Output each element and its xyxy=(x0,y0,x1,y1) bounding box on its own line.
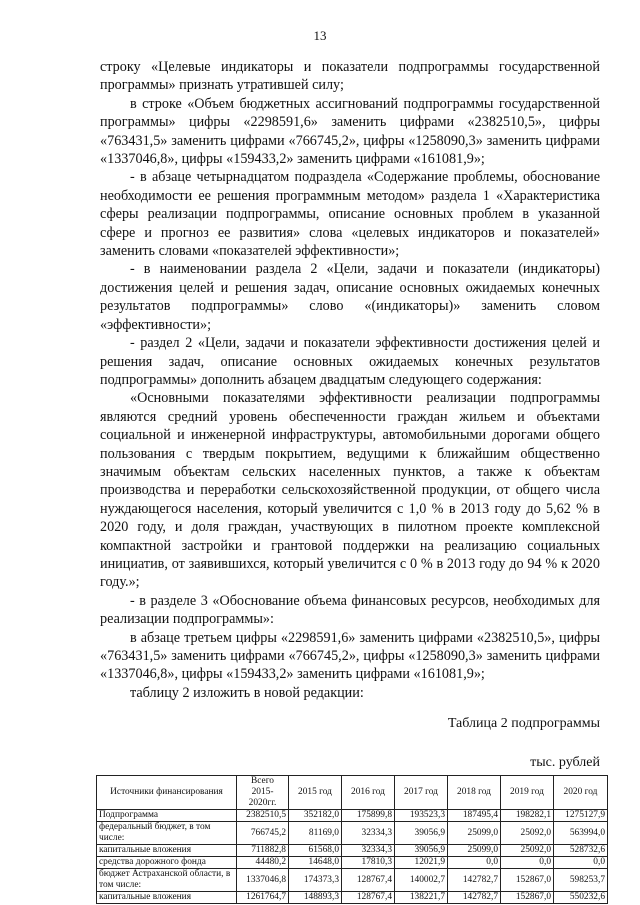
table-cell: 17810,3 xyxy=(342,857,395,869)
table-cell: капитальные вложения xyxy=(97,845,237,857)
paragraph: - в разделе 3 «Обоснование объема финансовых ресурсов, необходимых для реализации подпрограммы»: xyxy=(100,592,600,628)
table-row xyxy=(97,857,608,869)
table-cell: 352182,0 xyxy=(289,810,342,822)
table-cell: 39056,9 xyxy=(395,822,448,845)
table-cell: 2382510,5 xyxy=(237,810,289,822)
table-cell: 81169,0 xyxy=(289,822,342,845)
table-cell: 598253,7 xyxy=(554,869,608,892)
table-cell: 1337046,8 xyxy=(237,869,289,892)
table-cell: 32334,3 xyxy=(342,845,395,857)
financing-table xyxy=(96,775,608,904)
table-cell: 61568,0 xyxy=(289,845,342,857)
table-cell: 25099,0 xyxy=(448,845,501,857)
paragraph: - раздел 2 «Цели, задачи и показатели эффективности достижения целей и решения задач, описание основных ожидаемых конечных результатов подпрограммы» дополнить абзацем двадцатым следующего содержания: xyxy=(100,335,600,388)
paragraph: таблицу 2 изложить в новой редакции: xyxy=(130,684,364,701)
table-cell: 1275127,9 xyxy=(554,810,608,822)
paragraph: - в наименовании раздела 2 «Цели, задачи и показатели (индикаторы) достижения целей и решения задач, описание основных ожидаемых конечных результатов подпрограммы» слово «(индикаторы)» заменить словом «эффективности»; xyxy=(100,261,600,333)
table-row xyxy=(97,869,608,892)
table-header: 2015 год xyxy=(289,776,342,810)
table-cell: 32334,3 xyxy=(342,822,395,845)
table-cell: Подпрограмма xyxy=(97,810,237,822)
table-cell: 25099,0 xyxy=(448,822,501,845)
table-cell: 175899,8 xyxy=(342,810,395,822)
table-cell: 152867,0 xyxy=(501,892,554,904)
table-cell: 550232,6 xyxy=(554,892,608,904)
table-cell: 142782,7 xyxy=(448,869,501,892)
table-header: 2018 год xyxy=(448,776,501,810)
table-caption: Таблица 2 подпрограммы xyxy=(447,716,600,731)
table-header: 2017 год xyxy=(395,776,448,810)
table-cell: 563994,0 xyxy=(554,822,608,845)
table-cell: 198282,1 xyxy=(501,810,554,822)
table-cell: 766745,2 xyxy=(237,822,289,845)
table-cell: 142782,7 xyxy=(448,892,501,904)
paragraph: строку «Целевые индикаторы и показатели подпрограммы государственной программы» признать утратившей силу; xyxy=(100,59,600,94)
table-header: Источники финансирования xyxy=(97,776,237,810)
page-number: 13 xyxy=(313,28,327,43)
table-cell: 528732,6 xyxy=(554,845,608,857)
table-cell: федеральный бюджет, в том числе: xyxy=(97,822,237,845)
table-cell: капитальные вложения xyxy=(97,892,237,904)
table-row xyxy=(97,845,608,857)
table-cell: 128767,4 xyxy=(342,869,395,892)
table-cell: 39056,9 xyxy=(395,845,448,857)
table-cell: 44480,2 xyxy=(237,857,289,869)
table-header: 2016 год xyxy=(342,776,395,810)
table-cell: средства дорожного фонда xyxy=(97,857,237,869)
document-body xyxy=(100,58,600,702)
table-cell: 1261764,7 xyxy=(237,892,289,904)
table-cell: 25092,0 xyxy=(501,845,554,857)
table-header: 2020 год xyxy=(554,776,608,810)
table-cell: 174373,3 xyxy=(289,869,342,892)
table-cell: 25092,0 xyxy=(501,822,554,845)
table-cell: 152867,0 xyxy=(501,869,554,892)
table-cell: 711882,8 xyxy=(237,845,289,857)
paragraph: - в абзаце четырнадцатом подраздела «Содержание проблемы, обоснование необходимости ее решения программным методом» раздела 1 «Характеристика сферы реализации подпрограммы, описание основных проблем в указанной сфере и прогноз ее развития» слова «целевых индикаторов и показателей» заменить словами «показателей эффективности»; xyxy=(100,169,600,260)
table-header: 2019 год xyxy=(501,776,554,810)
table-cell: 12021,9 xyxy=(395,857,448,869)
table-cell: 193523,3 xyxy=(395,810,448,822)
table-units: тыс. рублей xyxy=(530,755,600,770)
table-cell: 0,0 xyxy=(448,857,501,869)
table-row xyxy=(97,892,608,904)
table-cell: 128767,4 xyxy=(342,892,395,904)
table-cell: 148893,3 xyxy=(289,892,342,904)
table-header: Всего 2015-2020гг. xyxy=(237,776,289,810)
table-cell: 14648,0 xyxy=(289,857,342,869)
table-cell: бюджет Астраханской области, в том числе: xyxy=(97,869,237,892)
table-cell: 140002,7 xyxy=(395,869,448,892)
paragraph: «Основными показателями эффективности реализации подпрограммы являются средний уровень обеспеченности граждан жильем и объектами социальной и инженерной инфраструктуры, автомобильными дорогами общего пользования с твердым покрытием, ведущими к ближайшим общественно значимым объектам сельских населенных пунктов, а также к объектам производства и переработки сельскохозяйственной продукции, от общего числа нуждающегося населения, который увеличится с 1,0 % в 2013 году до 5,62 % в 2020 году, и доля граждан, участвующих в пилотном проекте комплексной компактной застройки и грантовой поддержки на реализацию социальных инициатив, от заявившихся, который увеличится с 0 % в 2013 году до 94 % к 2020 году.»; xyxy=(100,390,600,591)
table-header-row xyxy=(97,776,608,810)
paragraph: в строке «Объем бюджетных ассигнований подпрограммы государственной программы» цифры «2298591,6» заменить цифрами «2382510,5», цифры «763431,5» заменить цифрами «766745,2», цифры «1258090,3» заменить цифрами «1337046,8», цифры «159433,2» заменить цифрами «161081,9»; xyxy=(100,95,600,168)
table-cell: 187495,4 xyxy=(448,810,501,822)
table-cell: 0,0 xyxy=(501,857,554,869)
table-row xyxy=(97,822,608,845)
table-cell: 0,0 xyxy=(554,857,608,869)
table-row xyxy=(97,810,608,822)
table-cell: 138221,7 xyxy=(395,892,448,904)
paragraph: в абзаце третьем цифры «2298591,6» заменить цифрами «2382510,5», цифры «763431,5» заменить цифрами «766745,2», цифры «1258090,3» заменить цифрами «1337046,8», цифры «159433,2» заменить цифрами «161081,9»; xyxy=(100,629,600,683)
